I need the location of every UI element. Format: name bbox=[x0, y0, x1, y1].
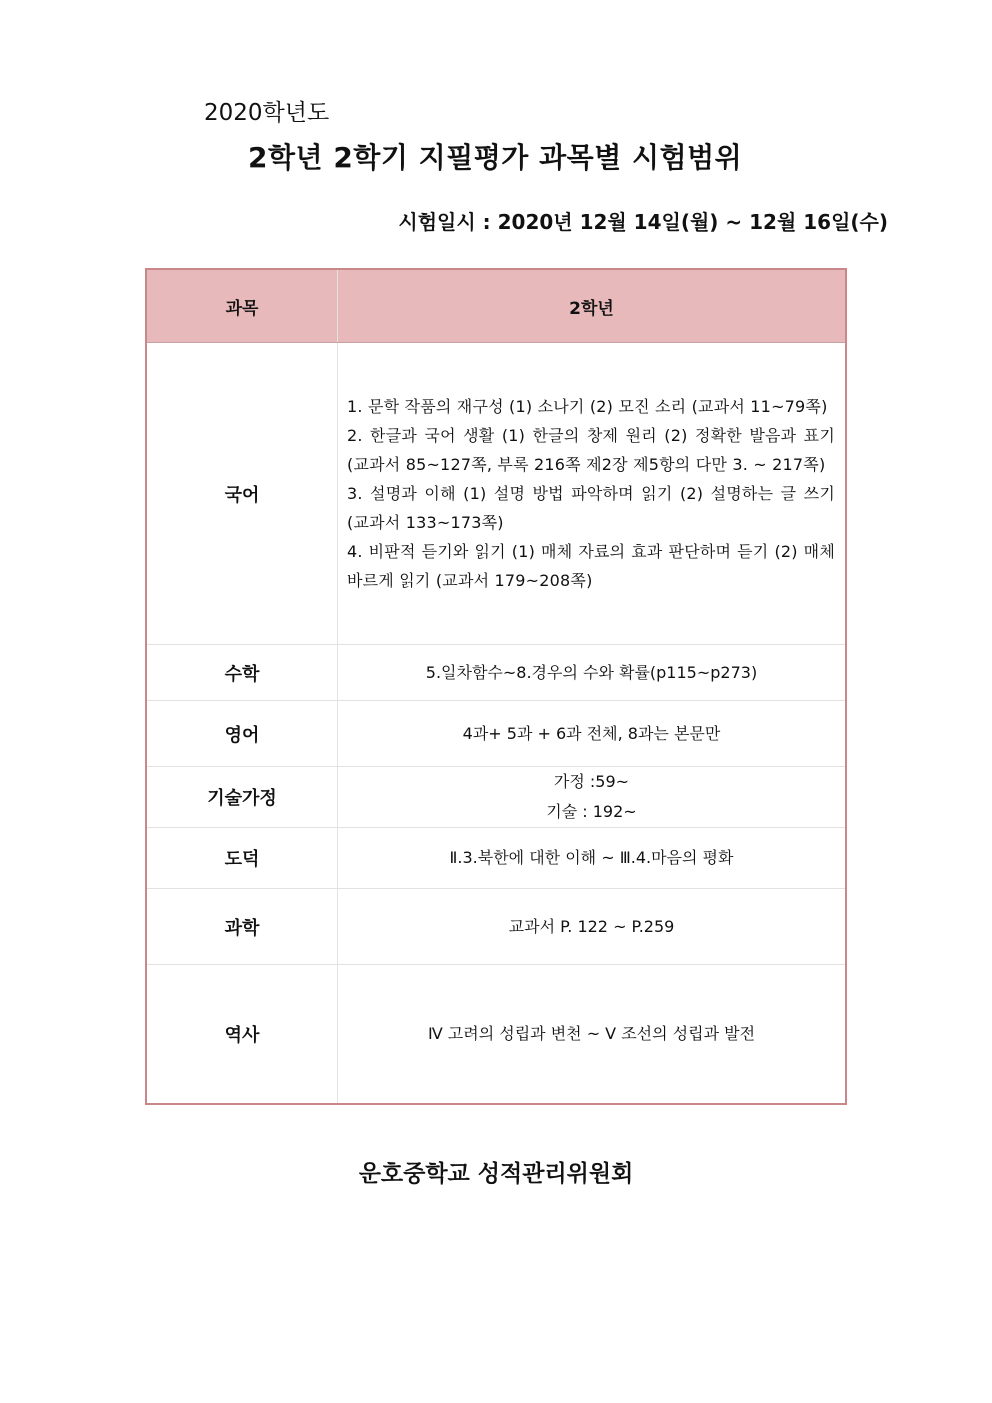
range-home-economics: 가정 :59~ bbox=[553, 772, 630, 791]
document-title: 2학년 2학기 지필평가 과목별 시험범위 bbox=[248, 141, 743, 174]
committee-signature: 운호중학교 성적관리위원회 bbox=[358, 1161, 634, 1187]
table-row-tech bbox=[146, 767, 846, 828]
subject-korean: 국어 bbox=[146, 343, 338, 645]
exam-range-table bbox=[145, 268, 847, 1105]
range-english: 4과+ 5과 + 6과 전체, 8과는 본문만 bbox=[338, 701, 847, 767]
range-ethics: Ⅱ.3.북한에 대한 이해 ~ Ⅲ.4.마음의 평화 bbox=[338, 828, 847, 889]
korean-item: 3. 설명과 이해 (1) 설명 방법 파악하며 읽기 (2) 설명하는 글 쓰기 (교과서 133~173쪽) bbox=[347, 484, 835, 532]
subject-math: 수학 bbox=[146, 645, 338, 701]
table-row-ethics bbox=[146, 828, 846, 889]
range-technology: 기술 : 192~ bbox=[546, 802, 637, 821]
table-row-history bbox=[146, 965, 846, 1104]
header-subject: 과목 bbox=[146, 269, 338, 343]
range-math: 5.일차함수~8.경우의 수와 확률(p115~p273) bbox=[338, 645, 847, 701]
table-header-row bbox=[146, 269, 846, 343]
range-science: 교과서 P. 122 ~ P.259 bbox=[338, 889, 847, 965]
subject-tech: 기술가정 bbox=[146, 767, 338, 828]
korean-item: 2. 한글과 국어 생활 (1) 한글의 창제 원리 (2) 정확한 발음과 표기 (교과서 85~127쪽, 부록 216쪽 제2장 제5항의 다만 3. ~ 217쪽) bbox=[347, 426, 835, 474]
header-grade: 2학년 bbox=[338, 269, 847, 343]
subject-ethics: 도덕 bbox=[146, 828, 338, 889]
table-row-english bbox=[146, 701, 846, 767]
exam-date: 시험일시 : 2020년 12월 14일(월) ~ 12월 16일(수) bbox=[398, 210, 888, 234]
range-tech bbox=[338, 767, 847, 828]
table-row-science bbox=[146, 889, 846, 965]
korean-item: 1. 문학 작품의 재구성 (1) 소나기 (2) 모진 소리 (교과서 11~79쪽) bbox=[347, 397, 828, 416]
table-row-math bbox=[146, 645, 846, 701]
school-year: 2020학년도 bbox=[204, 100, 330, 126]
subject-history: 역사 bbox=[146, 965, 338, 1104]
subject-english: 영어 bbox=[146, 701, 338, 767]
korean-item: 4. 비판적 듣기와 읽기 (1) 매체 자료의 효과 판단하며 듣기 (2) 매체 바르게 읽기 (교과서 179~208쪽) bbox=[347, 542, 835, 590]
subject-science: 과학 bbox=[146, 889, 338, 965]
table-row-korean bbox=[146, 343, 846, 645]
range-korean bbox=[338, 343, 847, 645]
range-history: Ⅳ 고려의 성립과 변천 ~ Ⅴ 조선의 성립과 발전 bbox=[338, 965, 847, 1104]
